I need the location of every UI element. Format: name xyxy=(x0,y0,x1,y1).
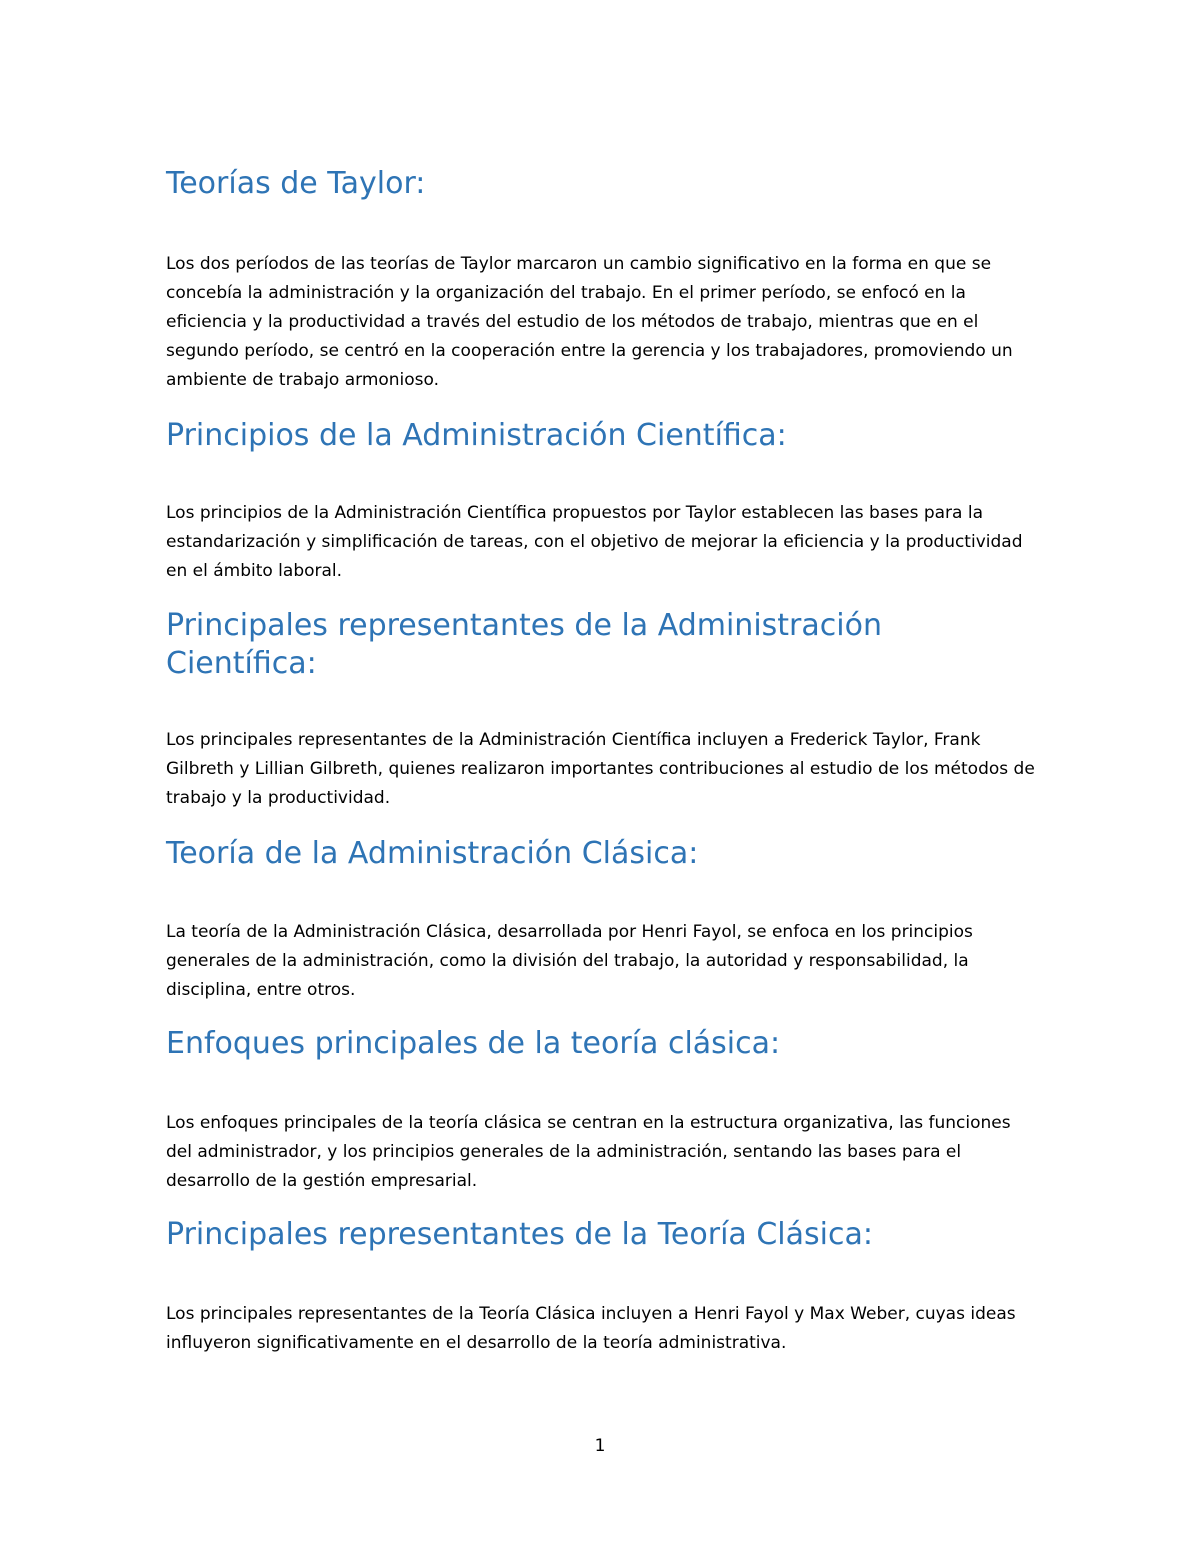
section-paragraph-enfoques-teoria-clasica: Los enfoques principales de la teoría clásica se centran en la estructura organizativa, las funciones del administrador, y los principios generales de la administración, sentando las bases para el desarrollo de la gestión empresarial. xyxy=(166,1113,1011,1191)
section-heading-teorias-de-taylor: Teorías de Taylor: xyxy=(166,166,426,201)
section-heading-principios-administracion-cientifica: Principios de la Administración Científica: xyxy=(166,418,787,453)
section-heading-administracion-clasica: Teoría de la Administración Clásica: xyxy=(166,836,699,871)
section-paragraph-principios-administracion-cientifica: Los principios de la Administración Científica propuestos por Taylor establecen las bases para la estandarización y simplificación de tareas, con el objetivo de mejorar la eficiencia y la productividad en el ámbito laboral. xyxy=(166,503,1023,581)
section-heading-enfoques-teoria-clasica: Enfoques principales de la teoría clásica: xyxy=(166,1026,781,1061)
document-body xyxy=(166,160,1036,1358)
section-heading-representantes-administracion-cientifica: Principales representantes de la Administración Científica: xyxy=(166,608,882,681)
section-paragraph-representantes-teoria-clasica: Los principales representantes de la Teoría Clásica incluyen a Henri Fayol y Max Weber, cuyas ideas influyeron significativamente en el desarrollo de la teoría administrativa. xyxy=(166,1304,1016,1353)
section-heading-representantes-teoria-clasica: Principales representantes de la Teoría Clásica: xyxy=(166,1217,873,1252)
page-number: 1 xyxy=(594,1436,606,1456)
section-paragraph-representantes-administracion-cientifica: Los principales representantes de la Administración Científica incluyen a Frederick Taylor, Frank Gilbreth y Lillian Gilbreth, quienes realizaron importantes contribuciones al estudio de los métodos de trabajo y la productividad. xyxy=(166,730,1035,808)
section-paragraph-administracion-clasica: La teoría de la Administración Clásica, desarrollada por Henri Fayol, se enfoca en los principios generales de la administración, como la división del trabajo, la autoridad y responsabilidad, la disciplina, entre otros. xyxy=(166,922,973,1000)
section-paragraph-teorias-de-taylor: Los dos períodos de las teorías de Taylor marcaron un cambio significativo en la forma en que se concebía la administración y la organización del trabajo. En el primer período, se enfocó en la eficiencia y la productividad a través del estudio de los métodos de trabajo, mientras que en el segundo período, se centró en la cooperación entre la gerencia y los trabajadores, promoviendo un ambiente de trabajo armonioso. xyxy=(166,254,1013,390)
